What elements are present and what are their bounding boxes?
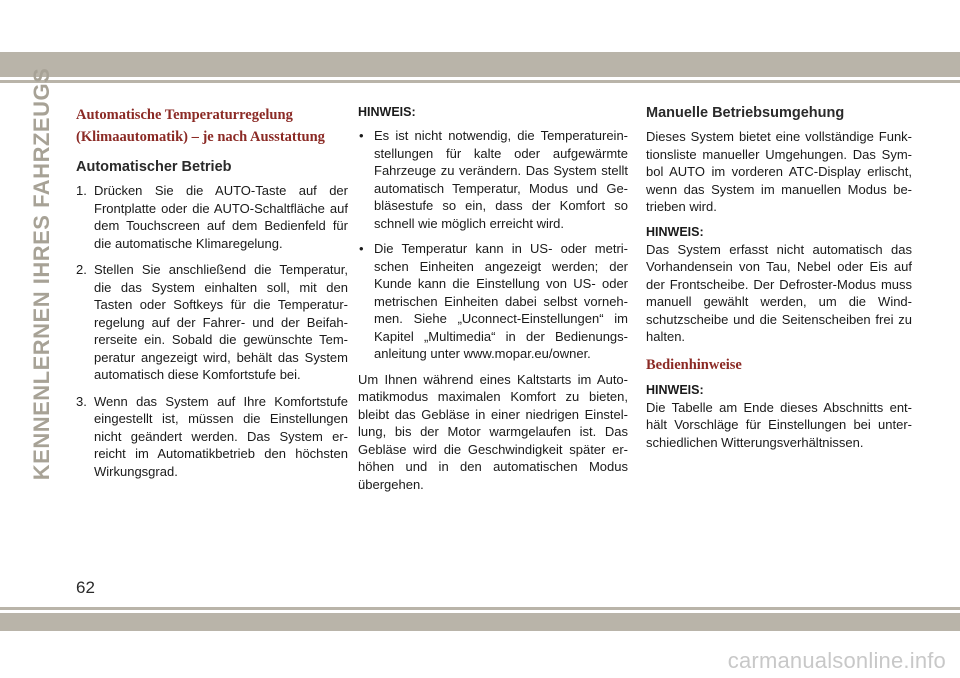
side-tab <box>22 67 62 481</box>
step-number: 2. <box>76 262 87 277</box>
bullet-icon: • <box>359 241 364 256</box>
step-text: Stellen Sie anschließend die Temperatur, die das System einhalten soll, mit den Tasten oder Softkeys für die Temperatur-regelung auf der Fahrer- und der Beifah-rerseite ein. Sobald die gewünschte Tem-peratur angezeigt wird, behält das System automatisch diese Komfortstufe bei. <box>94 262 348 382</box>
note-label: HINWEIS: <box>358 105 416 119</box>
side-tab-label: KENNENLERNEN IHRES FAHRZEUGS <box>29 67 55 481</box>
column-2 <box>358 104 628 501</box>
note-label: HINWEIS: <box>646 224 704 239</box>
step-text: Drücken Sie die AUTO-Taste auf der Frontplatte oder die AUTO-Schaltfläche auf dem Touchscreen auf dem Bedienfeld für die automatische Klimaregelung. <box>94 183 348 251</box>
top-band <box>0 52 960 77</box>
steps-list <box>76 182 348 480</box>
bullet-icon: • <box>359 128 364 143</box>
top-divider <box>0 80 960 83</box>
bullet-text: Es ist nicht notwendig, die Temperaturein-stellungen für kalte oder aufgewärmte Fahrzeuge zu verändern. Das System stellt automatisch Temperatur, Modus und Ge-bläsestufe so ein, dass der Komfort so schnell wie möglich erreicht wird. <box>374 128 628 231</box>
note-label: HINWEIS: <box>646 382 704 397</box>
bottom-band <box>0 613 960 631</box>
column-1 <box>76 104 348 489</box>
step-number: 1. <box>76 183 87 198</box>
watermark: carmanualsonline.info <box>727 648 946 673</box>
subsection-heading: Automatischer Betrieb <box>76 159 232 175</box>
bottom-divider <box>0 607 960 610</box>
step-number: 3. <box>76 393 87 409</box>
section-heading: Bedienhinweise <box>646 356 742 373</box>
note-bullets <box>358 127 628 363</box>
list-item <box>358 127 628 232</box>
note-text: Die Tabelle am Ende dieses Abschnitts ent-hält Vorschläge für Einstellungen bei unter-schiedlichen Witterungsverhältnissen. <box>646 399 912 450</box>
section-heading: Automatische Temperaturregelung (Klimaautomatik) – je nach Ausstattung <box>76 107 325 145</box>
page-number: 62 <box>76 578 95 597</box>
list-item <box>358 240 628 363</box>
bullet-text: Die Temperatur kann in US- oder metri-schen Einheiten angezeigt werden; der Kunde kann die Einstellung von US- oder metrischen Einheiten dabei selbst vorneh-men. Siehe „Uconnect-Einstellungen“ im Kapitel „Multimedia“ in der Bedienungs-anleitung unter www.mopar.eu/owner. <box>374 241 628 361</box>
subsection-heading: Manuelle Betriebsumgehung <box>646 105 845 121</box>
list-item <box>76 261 348 384</box>
column-3 <box>646 104 912 459</box>
body-paragraph: Dieses System bietet eine vollständige Funk-tionsliste manueller Umgehungen. Das Sym-bol AUTO im vorderen ATC-Display erlischt, wenn das System im manuellen Modus be-trieben wird. <box>646 129 912 214</box>
note-text: Das System erfasst nicht automatisch das Vorhandensein von Tau, Nebel oder Eis auf der Frontscheibe. Der Defroster-Modus muss manuell gewählt werden, um die Wind-schutzscheibe und die Seitenscheiben frei zu halten. <box>646 241 912 344</box>
step-text: Wenn das System auf Ihre Komfortstufe eingestellt ist, müssen die Einstellungen nicht geändert werden. Das System er-reicht im Automatikbetrieb den höchsten Wirkungsgrad. <box>94 393 348 479</box>
list-item <box>76 182 348 252</box>
list-item <box>76 393 348 481</box>
body-paragraph: Um Ihnen während eines Kaltstarts im Auto-matikmodus maximalen Komfort zu bieten, bleibt das Gebläse in einer niedrigen Einstel-lung, bis der Motor warmgelaufen ist. Das Gebläse wird die Geschwindigkeit später er-höhen und in den automatischen Modus übergehen. <box>358 371 628 492</box>
